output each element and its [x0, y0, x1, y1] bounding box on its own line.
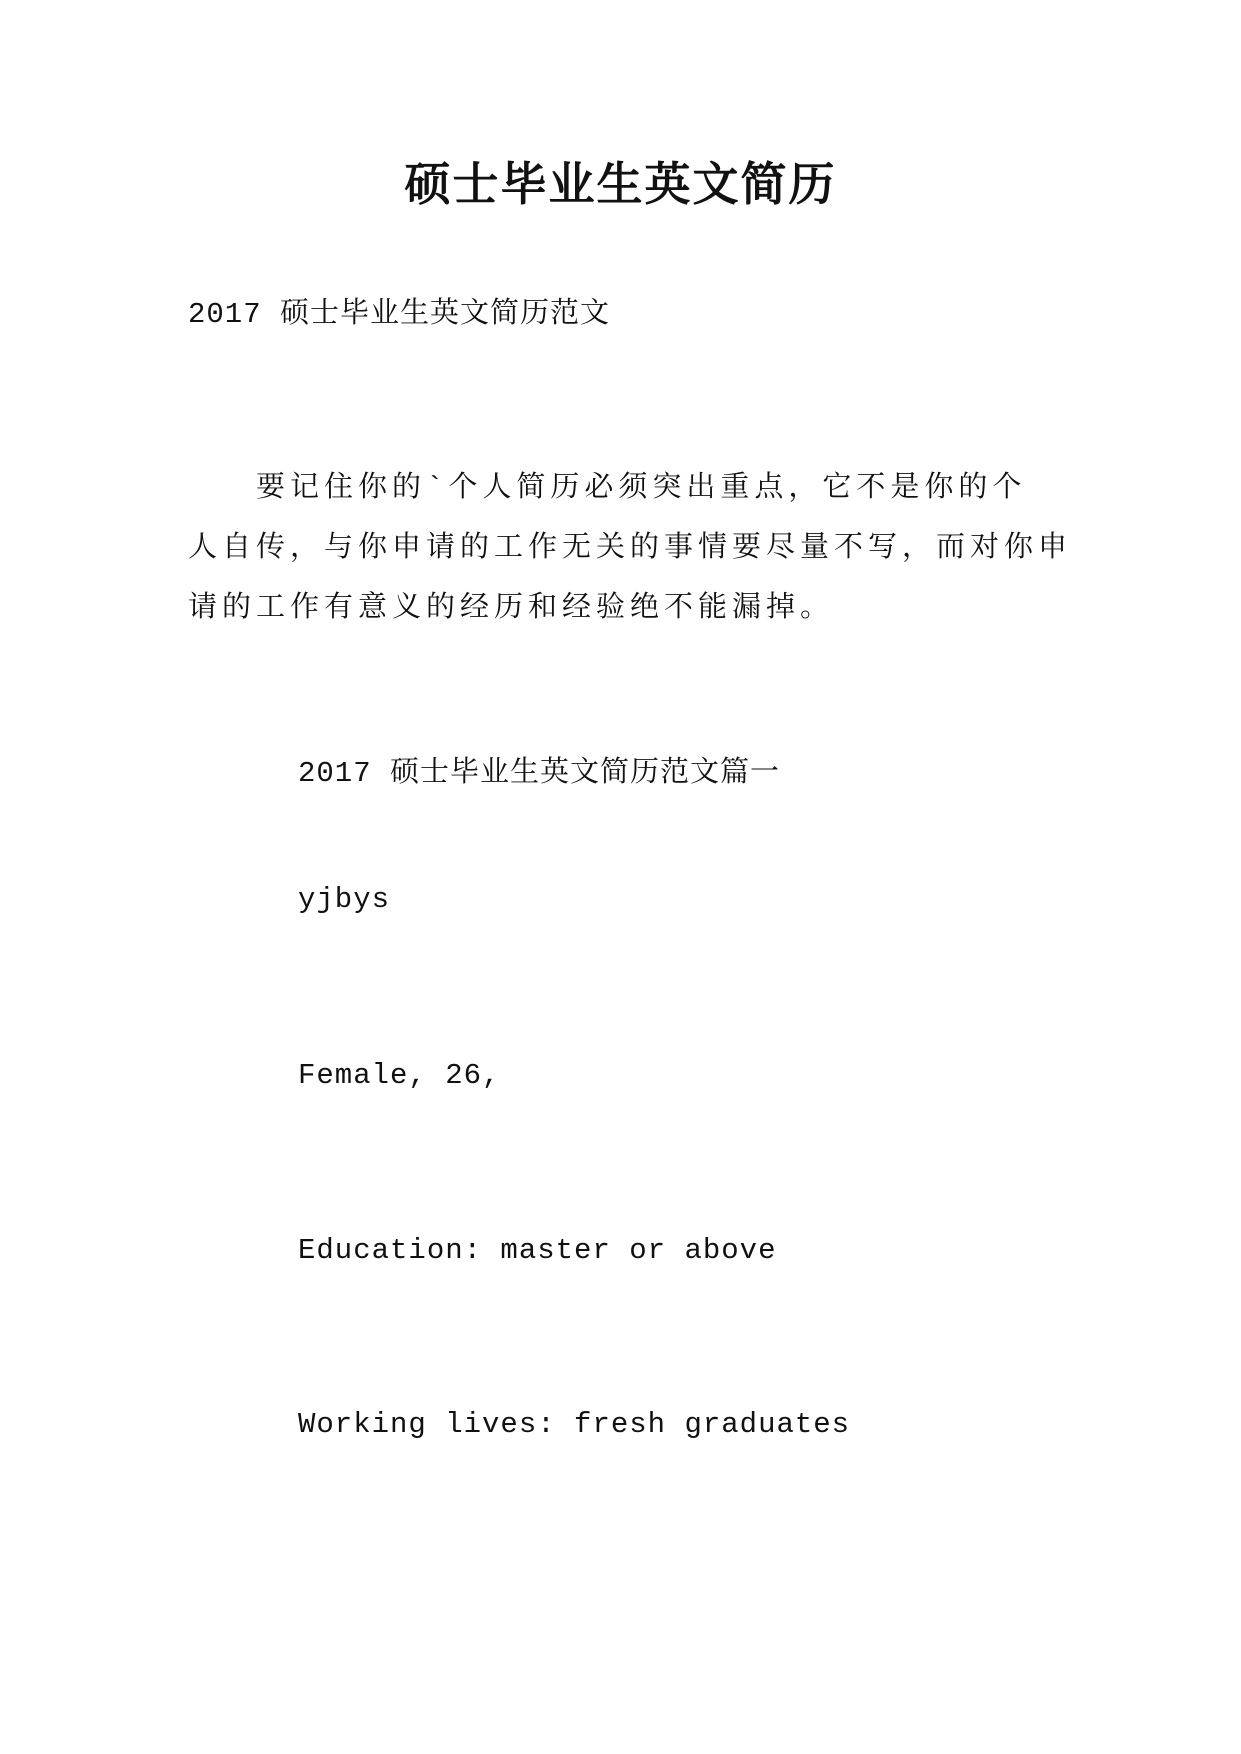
- intro-paragraph: [188, 459, 1073, 639]
- intro-line: 人自传，与你申请的工作无关的事情要尽量不写，而对你申: [188, 532, 1073, 565]
- intro-line: 请的工作有意义的经历和经验绝不能漏掉。: [188, 592, 835, 625]
- document-title: 硕士毕业生英文简历: [404, 157, 837, 211]
- resume-name: yjbys: [298, 883, 391, 916]
- section-heading: 2017 硕士毕业生英文简历范文篇一: [298, 757, 781, 790]
- resume-education: Education: master or above: [298, 1234, 777, 1267]
- intro-line: 要记住你的`个人简历必须突出重点，它不是你的个: [188, 472, 1027, 505]
- resume-working-lives: Working lives: fresh graduates: [298, 1408, 851, 1441]
- document-subtitle: 2017 硕士毕业生英文简历范文: [188, 298, 611, 331]
- resume-personal-info: Female, 26,: [298, 1059, 501, 1092]
